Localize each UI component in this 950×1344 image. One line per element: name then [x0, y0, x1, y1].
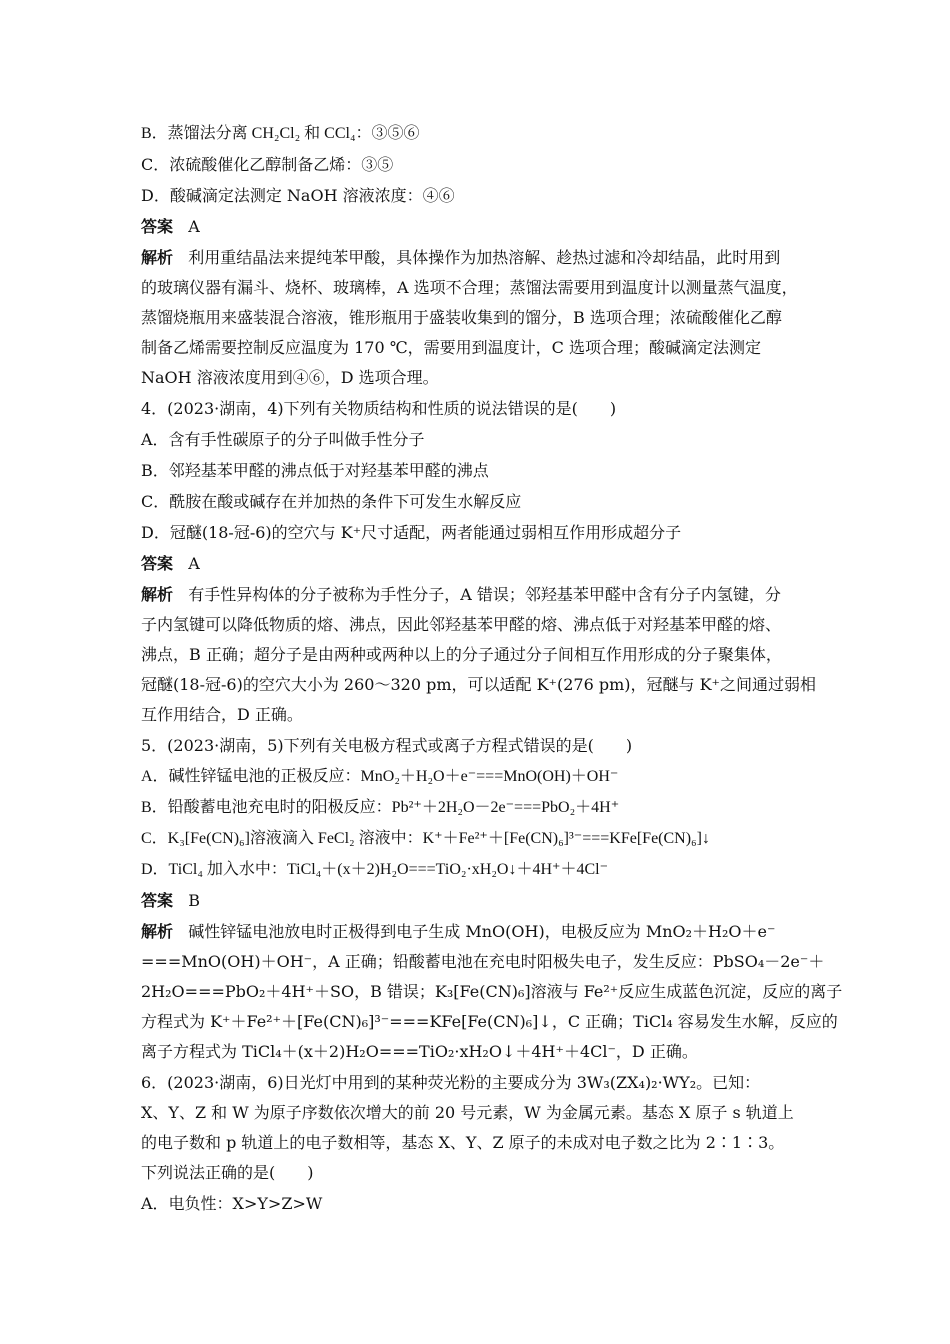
- q3-analysis-line-0: [141, 248, 821, 268]
- q4-answer: [141, 554, 821, 574]
- q5-option-d: D．TiCl₄ 加入水中：TiCl₄＋(x＋2)H₂O===TiO₂·xH₂O↓＋4H⁺＋4Cl⁻: [141, 861, 609, 878]
- q6-stem-line-3: 下列说法正确的是( ): [141, 1163, 314, 1182]
- q4-option-a: A．含有手性碳原子的分子叫做手性分子: [141, 430, 425, 449]
- analysis-label: 解析: [141, 922, 174, 941]
- q5-analysis-line-0: [141, 922, 821, 942]
- q3-option-c: C．浓硫酸催化乙醇制备乙烯：③⑤: [141, 155, 394, 174]
- q6-option-a: A．电负性：X>Y>Z>W: [141, 1194, 323, 1213]
- q3-analysis-line-2: 蒸馏烧瓶用来盛装混合溶液，锥形瓶用于盛装收集到的馏分，B 选项合理；浓硫酸催化乙醇: [141, 308, 782, 327]
- q4-option-b: B．邻羟基苯甲醛的沸点低于对羟基苯甲醛的沸点: [141, 461, 489, 480]
- q4-analysis-line-0: [141, 585, 821, 605]
- analysis-label: 解析: [141, 248, 174, 267]
- q4-analysis-line-2: 沸点，B 正确；超分子是由两种或两种以上的分子通过分子间相互作用形成的分子聚集体，: [141, 645, 782, 664]
- q4-analysis-line-1: 子内氢键可以降低物质的熔、沸点，因此邻羟基苯甲醛的熔、沸点低于对羟基苯甲醛的熔、: [141, 615, 782, 634]
- q5-stem: 5．(2023·湖南，5)下列有关电极方程式或离子方程式错误的是( ): [141, 736, 633, 755]
- analysis-text: 碱性锌锰电池放电时正极得到电子生成 MnO(OH)，电极反应为 MnO₂＋H₂O＋e⁻: [188, 922, 776, 941]
- q5-analysis-line-3: 方程式为 K⁺＋Fe²⁺＋[Fe(CN)₆]³⁻===KFe[Fe(CN)₆]↓，C 正确；TiCl₄ 容易发生水解，反应的: [141, 1012, 838, 1031]
- q6-stem-line-1: X、Y、Z 和 W 为原子序数依次增大的前 20 号元素，W 为金属元素。基态 X 原子 s 轨道上: [141, 1103, 794, 1122]
- q5-option-a: A．碱性锌锰电池的正极反应：MnO₂＋H₂O＋e⁻===MnO(OH)＋OH⁻: [141, 768, 619, 785]
- analysis-text: 有手性异构体的分子被称为手性分子，A 错误；邻羟基苯甲醛中含有分子内氢键，分: [188, 585, 781, 604]
- answer-value: A: [188, 217, 200, 236]
- q3-answer: [141, 217, 821, 237]
- q3-analysis-line-1: 的玻璃仪器有漏斗、烧杯、玻璃棒，A 选项不合理；蒸馏法需要用到温度计以测量蒸气温度，: [141, 278, 798, 297]
- q5-answer: [141, 891, 821, 911]
- q4-analysis-line-3: 冠醚(18-冠-6)的空穴大小为 260～320 pm，可以适配 K⁺(276 pm)，冠醚与 K⁺之间通过弱相: [141, 675, 816, 694]
- answer-value: B: [188, 891, 201, 910]
- analysis-text: 利用重结晶法来提纯苯甲酸，具体操作为加热溶解、趁热过滤和冷却结晶，此时用到: [188, 248, 781, 267]
- answer-label: 答案: [141, 554, 174, 573]
- q4-analysis-line-4: 互作用结合，D 正确。: [141, 705, 303, 724]
- q5-analysis-line-2: 2H₂O===PbO₂＋4H⁺＋SO，B 错误；K₃[Fe(CN)₆]溶液与 Fe²⁺反应生成蓝色沉淀，反应的离子: [141, 982, 843, 1001]
- q4-option-c: C．酰胺在酸或碱存在并加热的条件下可发生水解反应: [141, 492, 522, 511]
- q6-stem-line-0: 6．(2023·湖南，6)日光灯中用到的某种荧光粉的主要成分为 3W₃(ZX₄)₂·WY₂。已知：: [141, 1073, 761, 1092]
- answer-label: 答案: [141, 891, 174, 910]
- answer-label: 答案: [141, 217, 174, 236]
- q5-analysis-line-4: 离子方程式为 TiCl₄＋(x＋2)H₂O===TiO₂·xH₂O↓＋4H⁺＋4Cl⁻，D 正确。: [141, 1042, 698, 1061]
- q5-analysis-line-1: ===MnO(OH)＋OH⁻，A 正确；铅酸蓄电池在充电时阳极失电子，发生反应：PbSO₄－2e⁻＋: [141, 952, 825, 971]
- q3-analysis-line-4: NaOH 溶液浓度用到④⑥，D 选项合理。: [141, 368, 439, 387]
- analysis-label: 解析: [141, 585, 174, 604]
- q6-stem-line-2: 的电子数和 p 轨道上的电子数相等，基态 X、Y、Z 原子的未成对电子数之比为 2∶1∶3。: [141, 1133, 785, 1152]
- q3-option-b: B．蒸馏法分离 CH₂Cl₂ 和 CCl₄：③⑤⑥: [141, 125, 420, 142]
- q3-option-d: D．酸碱滴定法测定 NaOH 溶液浓度：④⑥: [141, 186, 455, 205]
- q5-option-c: C．K₃[Fe(CN)₆]溶液滴入 FeCl₂ 溶液中：K⁺＋Fe²⁺＋[Fe(CN)₆]³⁻===KFe[Fe(CN)₆]↓: [141, 830, 710, 847]
- q4-stem: 4．(2023·湖南，4)下列有关物质结构和性质的说法错误的是( ): [141, 399, 617, 418]
- q4-option-d: D．冠醚(18-冠-6)的空穴与 K⁺尺寸适配，两者能通过弱相互作用形成超分子: [141, 523, 682, 542]
- answer-value: A: [188, 554, 200, 573]
- q5-option-b: B．铅酸蓄电池充电时的阳极反应：Pb²⁺＋2H₂O－2e⁻===PbO₂＋4H⁺: [141, 799, 620, 816]
- q3-analysis-line-3: 制备乙烯需要控制反应温度为 170 ℃，需要用到温度计，C 选项合理；酸碱滴定法测定: [141, 338, 761, 357]
